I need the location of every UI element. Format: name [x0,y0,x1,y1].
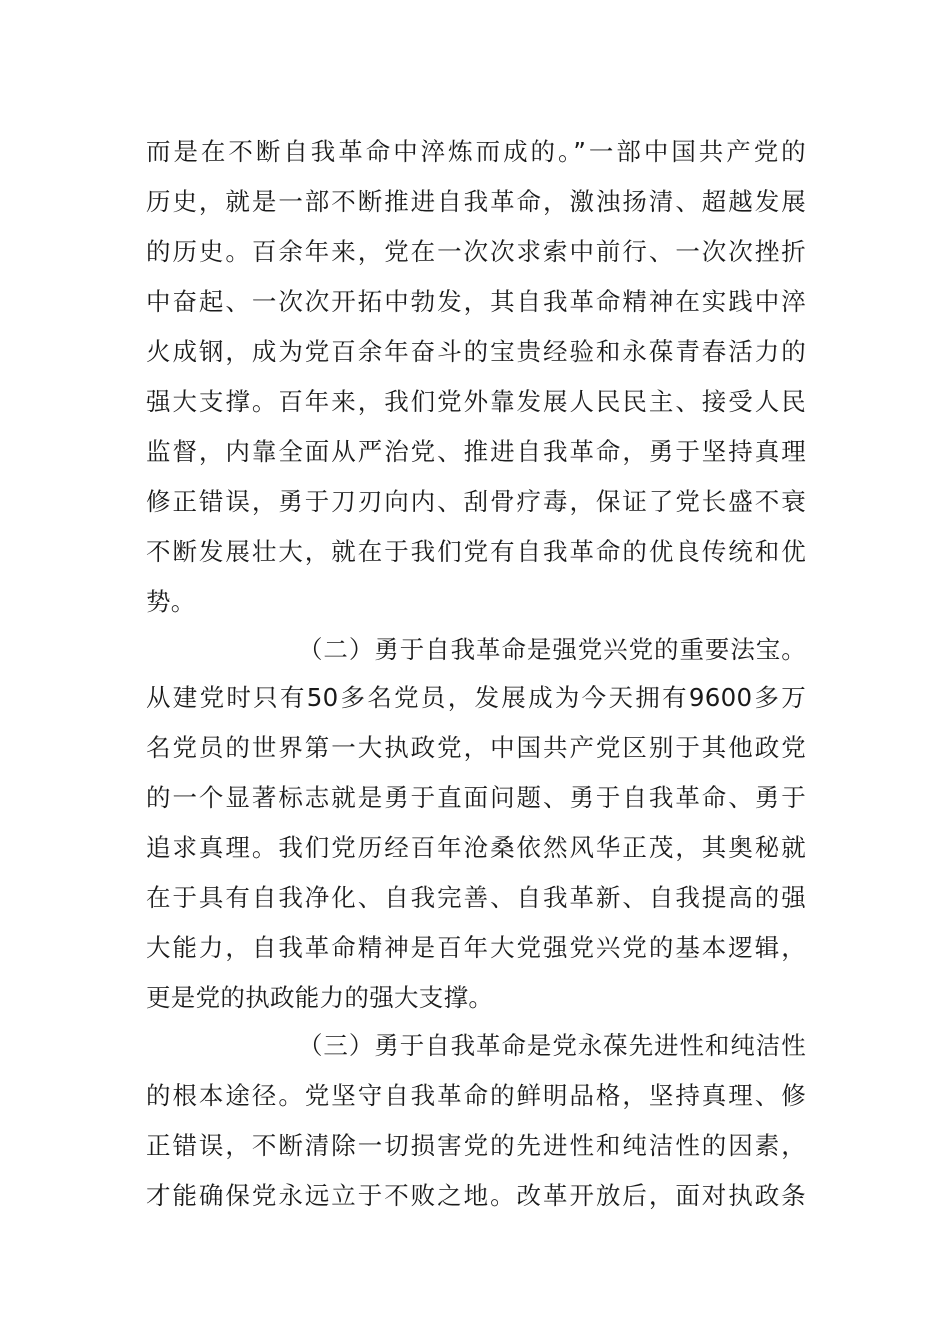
text-line: 从建党时只有50多名党员，发展成为今天拥有9600多万 [146,683,806,712]
text-line: 中奋起、一次次开拓中勃发，其自我革命精神在实践中淬 [146,287,806,316]
text-line: 才能确保党永远立于不败之地。改革开放后，面对执政条 [146,1181,806,1210]
text-line: 正错误，不断清除一切损害党的先进性和纯洁性的因素， [146,1131,806,1160]
text-line: 而是在不断自我革命中淬炼而成的。”一部中国共产党的 [146,137,806,166]
text-line: 监督，内靠全面从严治党、推进自我革命，勇于坚持真理 [146,437,806,466]
text-line: 名党员的世界第一大执政党，中国共产党区别于其他政党 [146,733,806,762]
text-line: 大能力，自我革命精神是百年大党强党兴党的基本逻辑， [146,933,806,962]
text-line: 强大支撑。百年来，我们党外靠发展人民民主、接受人民 [146,387,806,416]
text-line: 修正错误，勇于刀刃向内、刮骨疗毒，保证了党长盛不衰 [146,487,806,516]
text-line: 历史，就是一部不断推进自我革命，激浊扬清、超越发展 [146,187,806,216]
text-line: 的历史。百余年来，党在一次次求索中前行、一次次挫折 [146,237,806,266]
section-heading-3: （三）勇于自我革命是党永葆先进性和纯洁性 [298,1031,806,1060]
text-line: 的一个显著标志就是勇于直面问题、勇于自我革命、勇于 [146,783,806,812]
text-line: 不断发展壮大，就在于我们党有自我革命的优良传统和优 [146,537,806,566]
text-line: 更是党的执政能力的强大支撑。 [146,983,494,1012]
text-line: 势。 [146,587,196,616]
text-line: 在于具有自我净化、自我完善、自我革新、自我提高的强 [146,883,806,912]
text-line: 追求真理。我们党历经百年沧桑依然风华正茂，其奥秘就 [146,833,806,862]
text-line: 火成钢，成为党百余年奋斗的宝贵经验和永葆青春活力的 [146,337,806,366]
text-line: 的根本途径。党坚守自我革命的鲜明品格，坚持真理、修 [146,1081,806,1110]
section-heading-2: （二）勇于自我革命是强党兴党的重要法宝。 [298,635,806,664]
